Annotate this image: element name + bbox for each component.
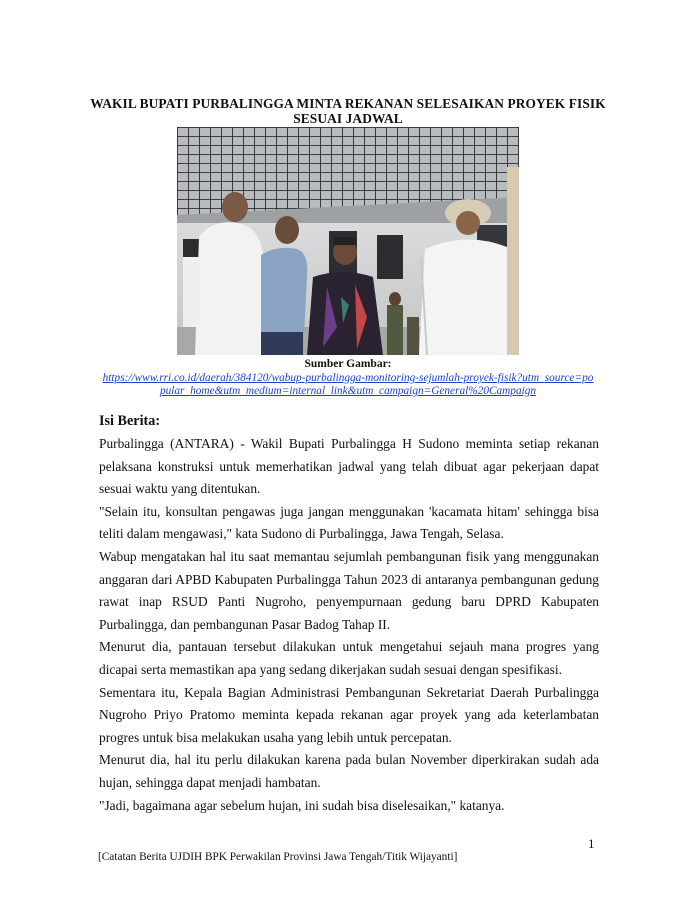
page-footer: [Catatan Berita UJDIH BPK Perwakilan Provinsi Jawa Tengah/Titik Wijayanti] xyxy=(98,851,458,863)
news-photo xyxy=(177,127,519,355)
image-source-link[interactable]: https://www.rri.co.id/daerah/384120/wabup-purbalingga-monitoring-sejumlah-proyek-fisik?utm_source=popular_home&utm_medium=internal_link&utm_campaign=General%20Campaign xyxy=(102,372,594,397)
paragraph: Sementara itu, Kepala Bagian Administrasi Pembangunan Sekretariat Daerah Purbalingga Nugroho Priyo Pratomo meminta kepada rekanan agar proyek yang ada keterlambatan progres untuk bisa melakukan usaha yang lebih untuk percepatan. xyxy=(99,684,599,745)
paragraph: "Selain itu, konsultan pengawas juga jangan menggunakan 'kacamata hitam' sehingga bisa teliti dalam mengawasi," kata Sudono di Purbalingga, Jawa Tengah, Selasa. xyxy=(99,503,599,542)
page-number: 1 xyxy=(588,836,595,851)
paragraph: "Jadi, bagaimana agar sebelum hujan, ini sudah bisa diselesaikan," katanya. xyxy=(99,797,505,813)
section-heading: Isi Berita: xyxy=(99,413,161,429)
article-body xyxy=(99,433,599,817)
document-title: WAKIL BUPATI PURBALINGGA MINTA REKANAN SELESAIKAN PROYEK FISIK SESUAI JADWAL xyxy=(90,96,606,126)
paragraph: Menurut dia, pantauan tersebut dilakukan untuk mengetahui sejauh mana progres yang dicapai serta memastikan apa yang sedang dikerjakan sudah sesuai dengan spesifikasi. xyxy=(99,639,599,677)
image-caption-label: Sumber Gambar: xyxy=(304,358,392,370)
paragraph: Menurut dia, hal itu perlu dilakukan karena pada bulan November diperkirakan sudah ada hujan, sehingga dapat menjadi hambatan. xyxy=(99,752,599,790)
paragraph: Wabup mengatakan hal itu saat memantau sejumlah pembangunan fisik yang menggunakan anggaran dari APBD Kabupaten Purbalingga Tahun 2023 di antaranya pembangunan gedung rawat inap RSUD Panti Nugroho, penyempurnaan gedung baru DPRD Kabupaten Purbalingga, dan pembangunan Pasar Badog Tahap II. xyxy=(99,548,599,632)
paragraph: Purbalingga (ANTARA) - Wakil Bupati Purbalingga H Sudono meminta setiap rekanan pelaksana konstruksi untuk memerhatikan jadwal yang telah dibuat agar pekerjaan dapat sesuai waktu yang ditentukan. xyxy=(99,436,599,497)
